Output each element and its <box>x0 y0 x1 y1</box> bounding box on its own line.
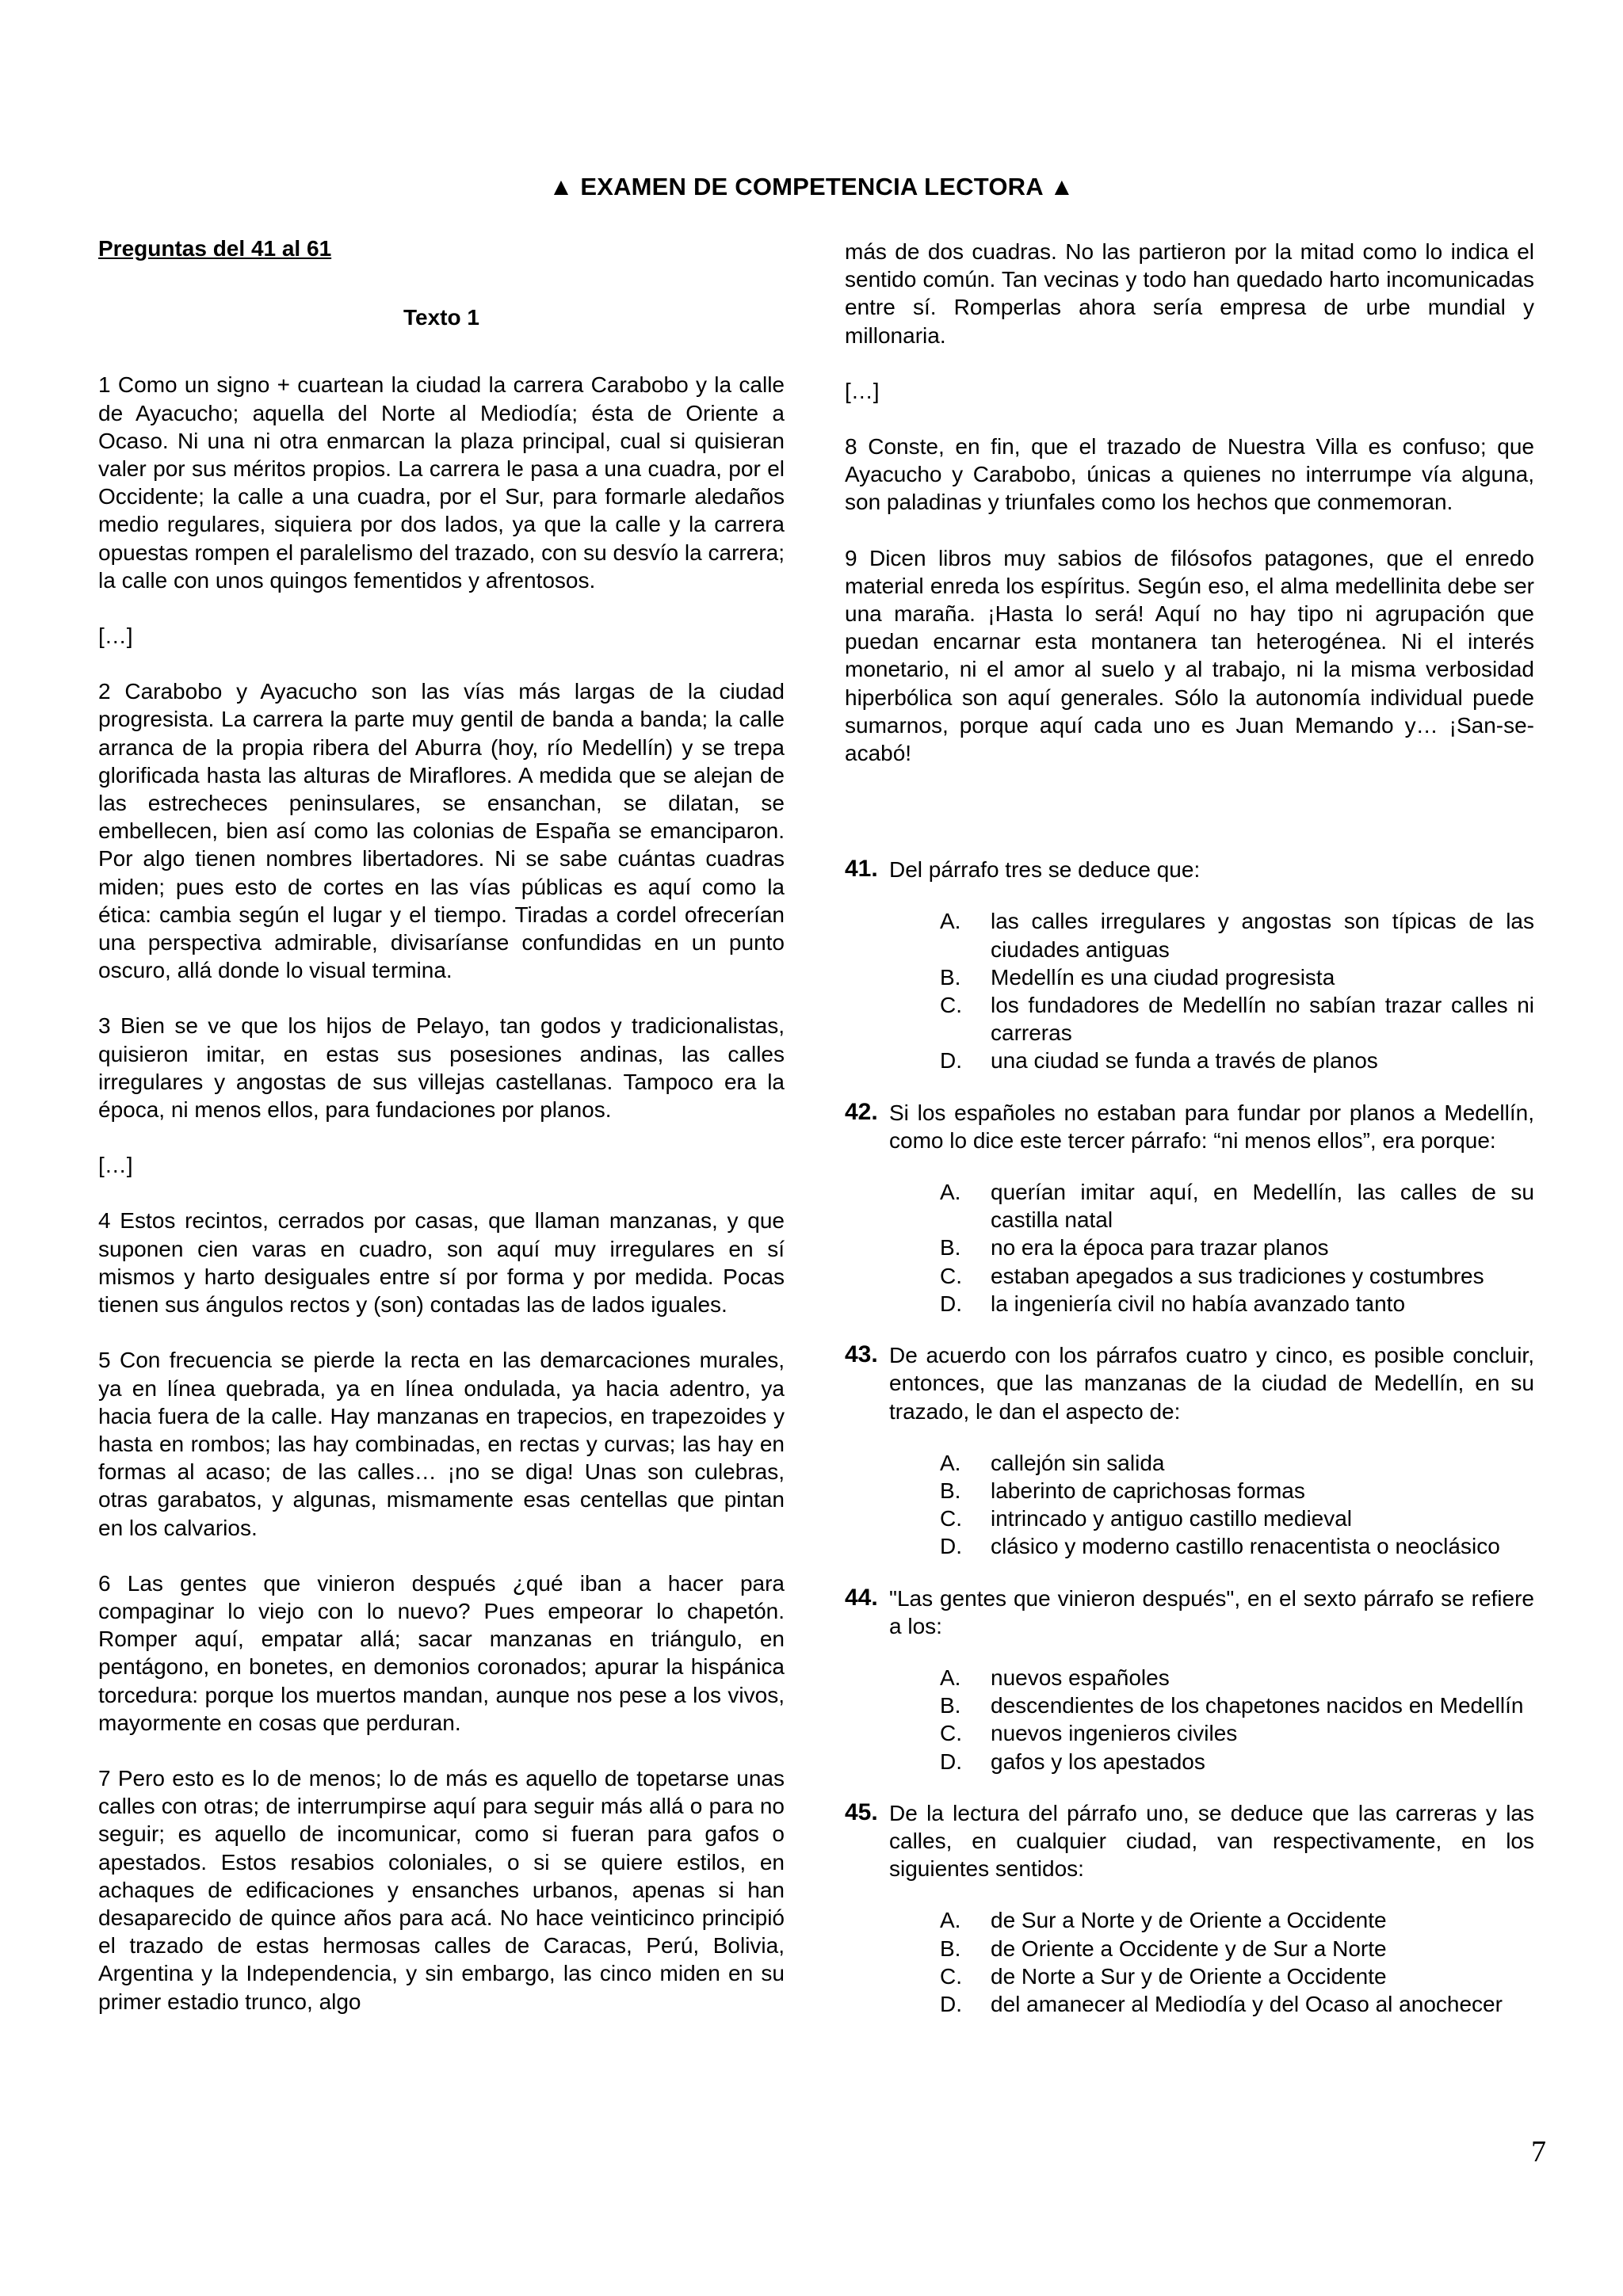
paragraph-9: 9 Dicen libros muy sabios de filósofos patagones, que el enredo material enreda los espíritus. Según eso, el alma medellinita debe ser una maraña. ¡Hasta lo será! Aquí no hay tipo ni agrupación que puedan encarnar esta montanera tan heterogénea. Ni el interés monetario, ni el amor al suelo y al trabajo, ni la misma verbosidad hiperbólica son aquí generales. Sólo la autonomía individual puede sumarnos, porque aquí cada uno es Juan Memando y… ¡San-se-acabó! <box>845 545 1534 766</box>
option-text: de Oriente a Occidente y de Sur a Norte <box>991 1936 1387 1961</box>
option <box>889 1990 1534 2018</box>
option <box>889 1532 1534 1560</box>
option-text: querían imitar aquí, en Medellín, las calles de su castilla natal <box>991 1180 1534 1233</box>
option <box>889 1748 1534 1775</box>
question-42 <box>845 1099 1534 1318</box>
option-letter: C. <box>940 1963 962 1989</box>
paragraph-7-continued: más de dos cuadras. No las partieron por la mitad como lo indica el sentido común. Tan vecinas y todo han quedado harto incomunicadas entre sí. Romperlas ahora sería empresa de urbe mundial y millonaria. <box>845 239 1534 348</box>
option <box>889 1449 1534 1477</box>
paragraph-7: 7 Pero esto es lo de menos; lo de más es aquello de topetarse unas calles con otras; de interrumpirse aquí para seguir más allá o para no seguir; es aquello de incomunicar, como si fueran para gafos o apestados. Estos resabios coloniales, o si se quiere estilos, en achaques de edificaciones y ensanches urbanos, apenas si han desaparecido de quince años para acá. No hace veinticinco principió el trazado de estas hermosas calles de Caracas, Perú, Bolivia, Argentina y la Independencia, y sin embargo, las cinco miden en su primer estadio trunco, algo <box>98 1765 785 2014</box>
option-text: nuevos españoles <box>991 1665 1170 1690</box>
option-letter: B. <box>940 1693 961 1718</box>
option-text: de Sur a Norte y de Oriente a Occidente <box>991 1908 1387 1933</box>
page-number: 7 <box>1531 2135 1546 2168</box>
paragraph-1: 1 Como un signo + cuartean la ciudad la carrera Carabobo y la calle de Ayacucho; aquella del Norte al Mediodía; ésta de Oriente a Ocaso. Ni una ni otra enmarcan la plaza principal, cual si quisieran valer por sus méritos propios. La carrera le pasa a una cuadra, por el Occidente; la calle a una cuadra, por el Sur, para formarle aledaños medio regulares, siquiera por dos lados, ya que la calle y la carrera opuestas rompen el paralelismo del trazado, con su desvío la carrera; la calle con unos quingos fementidos y afrentosos. <box>98 372 785 593</box>
options-list <box>889 1664 1534 1775</box>
option <box>889 1477 1534 1505</box>
question-number: 44. <box>845 1584 878 1611</box>
option <box>889 1691 1534 1719</box>
option-letter: D. <box>940 1048 962 1074</box>
option-text: no era la época para trazar planos <box>991 1235 1329 1261</box>
option <box>889 1178 1534 1234</box>
option-text: callejón sin salida <box>991 1450 1165 1475</box>
option-letter: B. <box>940 1478 961 1503</box>
option-letter: C. <box>940 1506 962 1531</box>
option-letter: A. <box>940 909 961 934</box>
option-letter: C. <box>940 993 962 1018</box>
option <box>889 1664 1534 1691</box>
option-text: los fundadores de Medellín no sabían trazar calles ni carreras <box>991 993 1534 1046</box>
section-heading: Preguntas del 41 al 61 <box>98 236 332 261</box>
question-44 <box>845 1585 1534 1775</box>
option-text: clásico y moderno castillo renacentista o neoclásico <box>991 1534 1500 1559</box>
paragraph-3: 3 Bien se ve que los hijos de Pelayo, tan godos y tradicionalistas, quisieron imitar, en estas sus posesiones andinas, las calles irregulares y angostas de sus villejas castellanas. Tampoco era la época, ni menos ellos, para fundaciones por planos. <box>98 1013 785 1123</box>
question-stem: De la lectura del párrafo uno, se deduce que las carreras y las calles, en cualquier ciudad, van respectivamente, en los siguientes sentidos: <box>889 1800 1534 1882</box>
question-number: 41. <box>845 856 878 883</box>
option-letter: B. <box>940 1235 961 1261</box>
question-45 <box>845 1799 1534 2018</box>
option-letter: D. <box>940 1749 962 1774</box>
left-column <box>98 235 785 2043</box>
option <box>889 1505 1534 1532</box>
option-letter: C. <box>940 1721 962 1746</box>
question-number: 45. <box>845 1798 878 1825</box>
option-letter: C. <box>940 1263 962 1288</box>
exam-title: ▲ EXAMEN DE COMPETENCIA LECTORA ▲ <box>548 173 1075 200</box>
right-column <box>845 238 1534 2042</box>
paragraph-8: 8 Conste, en fin, que el trazado de Nuestra Villa es confuso; que Ayacucho y Carabobo, únicas a quienes no interrumpe vía alguna, son paladinas y triunfales como los hechos que conmemoran. <box>845 434 1534 515</box>
option-letter: B. <box>940 1936 961 1961</box>
question-stem: "Las gentes que vinieron después", en el sexto párrafo se refiere a los: <box>889 1585 1534 1638</box>
text-title: Texto 1 <box>403 305 479 330</box>
option <box>889 1234 1534 1261</box>
option <box>889 1047 1534 1074</box>
option-letter: D. <box>940 1291 962 1316</box>
option-text: intrincado y antiguo castillo medieval <box>991 1506 1353 1531</box>
question-stem: Si los españoles no estaban para fundar por planos a Medellín, como lo dice este tercer párrafo: “ni menos ellos”, era porque: <box>889 1100 1534 1153</box>
paragraph-5: 5 Con frecuencia se pierde la recta en las demarcaciones murales, ya en línea quebrada, ya en línea ondulada, ya hacia adentro, ya hacia fuera de la calle. Hay manzanas en trapecios, en trapezoides y hasta en rombos; las hay combinadas, en rectas y curvas; las hay en formas al acaso; de las calles… ¡no se diga! Unas son culebras, otras garabatos, y algunas, mismamente esas centellas que pintan en los calvarios. <box>98 1348 785 1540</box>
option-letter: A. <box>940 1450 961 1475</box>
paragraph-6: 6 Las gentes que vinieron después ¿qué iban a hacer para compaginar lo viejo con lo nuevo? Pues empeorar lo chapetón. Romper aquí, empatar allá; sacar manzanas en triángulo, en pentágono, en bonetes, en demonios coronados; apurar la hispánica torcedura: porque los muertos mandan, aunque nos pese a los vivos, mayormente en cosas que perduran. <box>98 1570 785 1735</box>
option <box>889 1935 1534 1962</box>
option-text: de Norte a Sur y de Oriente a Occidente <box>991 1963 1387 1989</box>
option-text: la ingeniería civil no había avanzado tanto <box>991 1291 1406 1316</box>
option-letter: A. <box>940 1665 961 1690</box>
question-43 <box>845 1341 1534 1560</box>
option-text: laberinto de caprichosas formas <box>991 1478 1305 1503</box>
option-text: gafos y los apestados <box>991 1749 1205 1774</box>
option-letter: D. <box>940 1991 962 2016</box>
option-text: Medellín es una ciudad progresista <box>991 964 1335 990</box>
question-number: 43. <box>845 1341 878 1368</box>
question-stem: Del párrafo tres se deduce que: <box>889 857 1201 883</box>
option-letter: D. <box>940 1534 962 1559</box>
question-41 <box>845 856 1534 1074</box>
option <box>889 1719 1534 1747</box>
option <box>889 1906 1534 1934</box>
paragraph-4: 4 Estos recintos, cerrados por casas, que llaman manzanas, y que suponen cien varas en cuadro, son aquí muy irregulares en sí mismos y harto desiguales entre sí por forma y por medida. Pocas tienen sus ángulos rectos y (son) contadas las de lados iguales. <box>98 1208 785 1318</box>
option-letter: A. <box>940 1180 961 1205</box>
option <box>889 1290 1534 1318</box>
options-list <box>889 1449 1534 1561</box>
option <box>889 1262 1534 1290</box>
option-letter: A. <box>940 1908 961 1933</box>
option <box>889 907 1534 963</box>
option <box>889 991 1534 1047</box>
omission-mark: […] <box>98 1153 133 1178</box>
option <box>889 1962 1534 1990</box>
options-list <box>889 1906 1534 2018</box>
option-text: las calles irregulares y angostas son típicas de las ciudades antiguas <box>991 909 1534 962</box>
question-number: 42. <box>845 1098 878 1125</box>
option-text: estaban apegados a sus tradiciones y costumbres <box>991 1263 1484 1288</box>
option-letter: B. <box>940 964 961 990</box>
omission-mark: […] <box>98 624 133 649</box>
omission-mark: […] <box>845 378 880 403</box>
option-text: descendientes de los chapetones nacidos en Medellín <box>991 1693 1524 1718</box>
question-stem: De acuerdo con los párrafos cuatro y cinco, es posible concluir, entonces, que las manzanas de la ciudad de Medellín, en su trazado, le dan el aspecto de: <box>889 1343 1534 1424</box>
paragraph-2: 2 Carabobo y Ayacucho son las vías más largas de la ciudad progresista. La carrera la parte muy gentil de banda a banda; la calle arranca de la propia ribera del Aburra (hoy, río Medellín) y se trepa glorificada hasta las alturas de Miraflores. A medida que se alejan de las estrecheces peninsulares, se ensanchan, se dilatan, se embellecen, bien así como las colonias de España se emanciparon. Por algo tienen nombres libertadores. Ni se sabe cuántas cuadras miden; pues esto de cortes en las vías públicas es aquí como la ética: cambia según el lugar y el tiempo. Tiradas a cordel ofrecerían una perspectiva admirable, divisaríanse confundidas en un punto oscuro, allá donde lo visual termina. <box>98 679 785 983</box>
options-list <box>889 1178 1534 1318</box>
option-text: del amanecer al Mediodía y del Ocaso al anochecer <box>991 1991 1503 2016</box>
option-text: una ciudad se funda a través de planos <box>991 1048 1378 1074</box>
option-text: nuevos ingenieros civiles <box>991 1721 1238 1746</box>
option <box>889 963 1534 991</box>
options-list <box>889 907 1534 1074</box>
